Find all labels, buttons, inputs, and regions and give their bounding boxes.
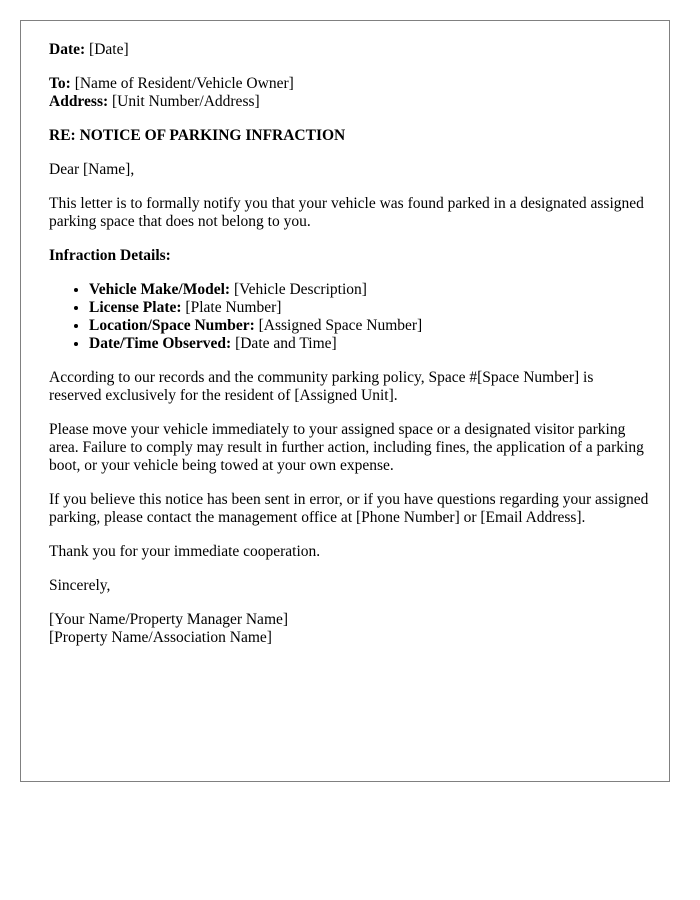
address-line [49,93,649,111]
greeting: Dear [Name], [49,161,135,178]
detail-label: Vehicle Make/Model: [89,281,231,298]
intro-paragraph: This letter is to formally notify you that your vehicle was found parked in a designated assigned parking space that does not belong to you. [49,195,644,230]
signature-name: [Your Name/Property Manager Name] [49,611,289,628]
contact-paragraph: If you believe this notice has been sent in error, or if you have questions regarding your assigned parking, please contact the management office at [Phone Number] or [Email Address]. [49,491,649,526]
list-item [89,335,649,353]
details-list [49,281,649,353]
policy-paragraph: According to our records and the community parking policy, Space #[Space Number] is reserved exclusively for the resident of [Assigned Unit]. [49,369,594,404]
detail-label: License Plate: [89,299,182,316]
action-paragraph: Please move your vehicle immediately to your assigned space or a designated visitor parking area. Failure to comply may result in further action, including fines, the application of a parking boot, or your vehicle being towed at your own expense. [49,421,644,474]
valediction: Sincerely, [49,577,111,594]
thanks-paragraph: Thank you for your immediate cooperation. [49,543,321,560]
detail-value: [Assigned Space Number] [258,317,423,334]
subject-heading: RE: NOTICE OF PARKING INFRACTION [49,127,346,144]
list-item [89,317,649,335]
date-label: Date: [49,41,86,58]
detail-label: Location/Space Number: [89,317,255,334]
date-value: [Date] [89,41,129,58]
to-label: To: [49,75,71,92]
detail-value: [Date and Time] [235,335,337,352]
list-item [89,299,649,317]
to-value: [Name of Resident/Vehicle Owner] [74,75,294,92]
date-line [49,41,649,59]
detail-value: [Plate Number] [185,299,282,316]
address-label: Address: [49,93,109,110]
detail-value: [Vehicle Description] [233,281,367,298]
details-heading: Infraction Details: [49,247,171,264]
signature-organization: [Property Name/Association Name] [49,629,272,646]
list-item [89,281,649,299]
detail-label: Date/Time Observed: [89,335,232,352]
letter-document [20,20,670,782]
recipient-line [49,75,649,93]
address-value: [Unit Number/Address] [112,93,260,110]
